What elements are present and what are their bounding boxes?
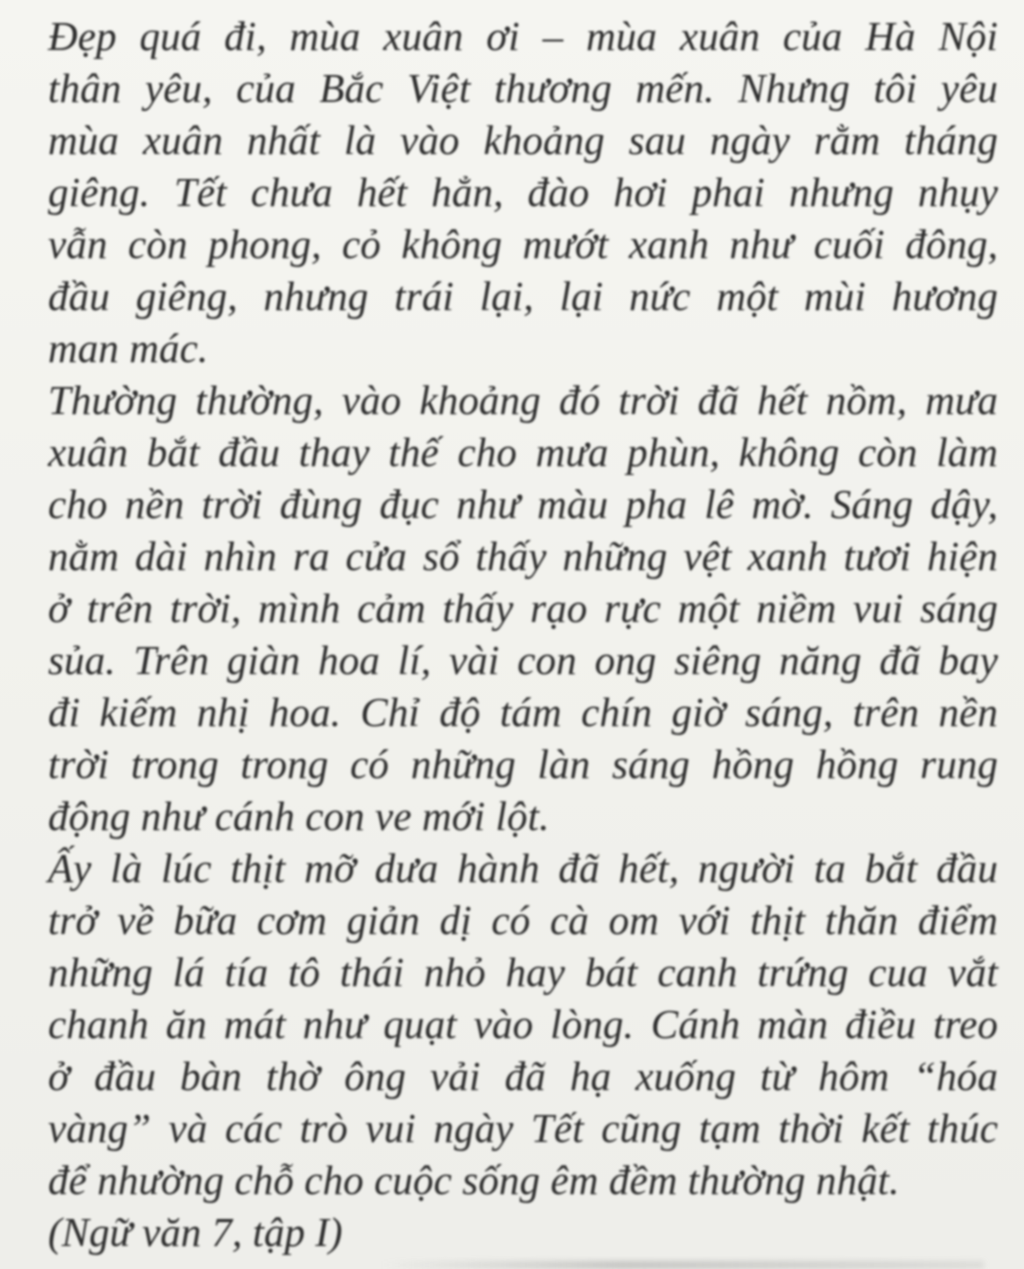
text-line: Ấy là lúc thịt mỡ dưa hành đã hết, người ta bắt đầu: [48, 845, 998, 891]
text-line: vàng” và các trò vui ngày Tết cũng tạm thời kết thúc: [48, 1105, 998, 1151]
source-citation: (Ngữ văn 7, tập I): [48, 1209, 343, 1255]
text-line: để nhường chỗ cho cuộc sống êm đềm thường nhật.: [48, 1157, 900, 1203]
text-line: đầu giêng, nhưng trái lại, lại nức một mùi hương: [48, 273, 998, 319]
text-line: Thường thường, vào khoảng đó trời đã hết nồm, mưa: [48, 377, 998, 423]
paragraph-1: [48, 10, 998, 374]
text-line: nằm dài nhìn ra cửa sổ thấy những vệt xanh tươi hiện: [48, 533, 998, 579]
text-line: những lá tía tô thái nhỏ hay bát canh trứng cua vắt: [48, 949, 998, 995]
paragraph-3: [48, 842, 998, 1206]
text-line: thân yêu, của Bắc Việt thương mến. Nhưng tôi yêu: [48, 65, 998, 111]
text-line: sủa. Trên giàn hoa lí, vài con ong siêng năng đã bay: [48, 637, 998, 683]
text-line: xuân bắt đầu thay thế cho mưa phùn, không còn làm: [48, 429, 998, 475]
text-line: vẫn còn phong, cỏ không mướt xanh như cuối đông,: [48, 221, 998, 267]
text-line: trời trong trong có những làn sáng hồng hồng rung: [48, 741, 998, 787]
scan-shadow-edge: [380, 1261, 984, 1269]
paragraph-2: [48, 374, 998, 842]
text-line: cho nền trời đùng đục như màu pha lê mờ. Sáng dậy,: [48, 481, 998, 527]
text-line: chanh ăn mát như quạt vào lòng. Cánh màn điều treo: [48, 1001, 998, 1047]
text-line: Đẹp quá đi, mùa xuân ơi – mùa xuân của Hà Nội: [48, 13, 998, 59]
text-line: ở trên trời, mình cảm thấy rạo rực một niềm vui sáng: [48, 585, 998, 631]
text-line: trở về bữa cơm giản dị có cà om với thịt thăn điểm: [48, 897, 998, 943]
text-line: giêng. Tết chưa hết hẳn, đào hơi phai nhưng nhụy: [48, 169, 998, 215]
text-line: động như cánh con ve mới lột.: [48, 793, 550, 839]
text-line: mùa xuân nhất là vào khoảng sau ngày rằm tháng: [48, 117, 998, 163]
text-line: man mác.: [48, 325, 209, 371]
text-line: ở đầu bàn thờ ông vải đã hạ xuống từ hôm “hóa: [48, 1053, 998, 1099]
text-line: đi kiếm nhị hoa. Chỉ độ tám chín giờ sáng, trên nền: [48, 689, 998, 735]
